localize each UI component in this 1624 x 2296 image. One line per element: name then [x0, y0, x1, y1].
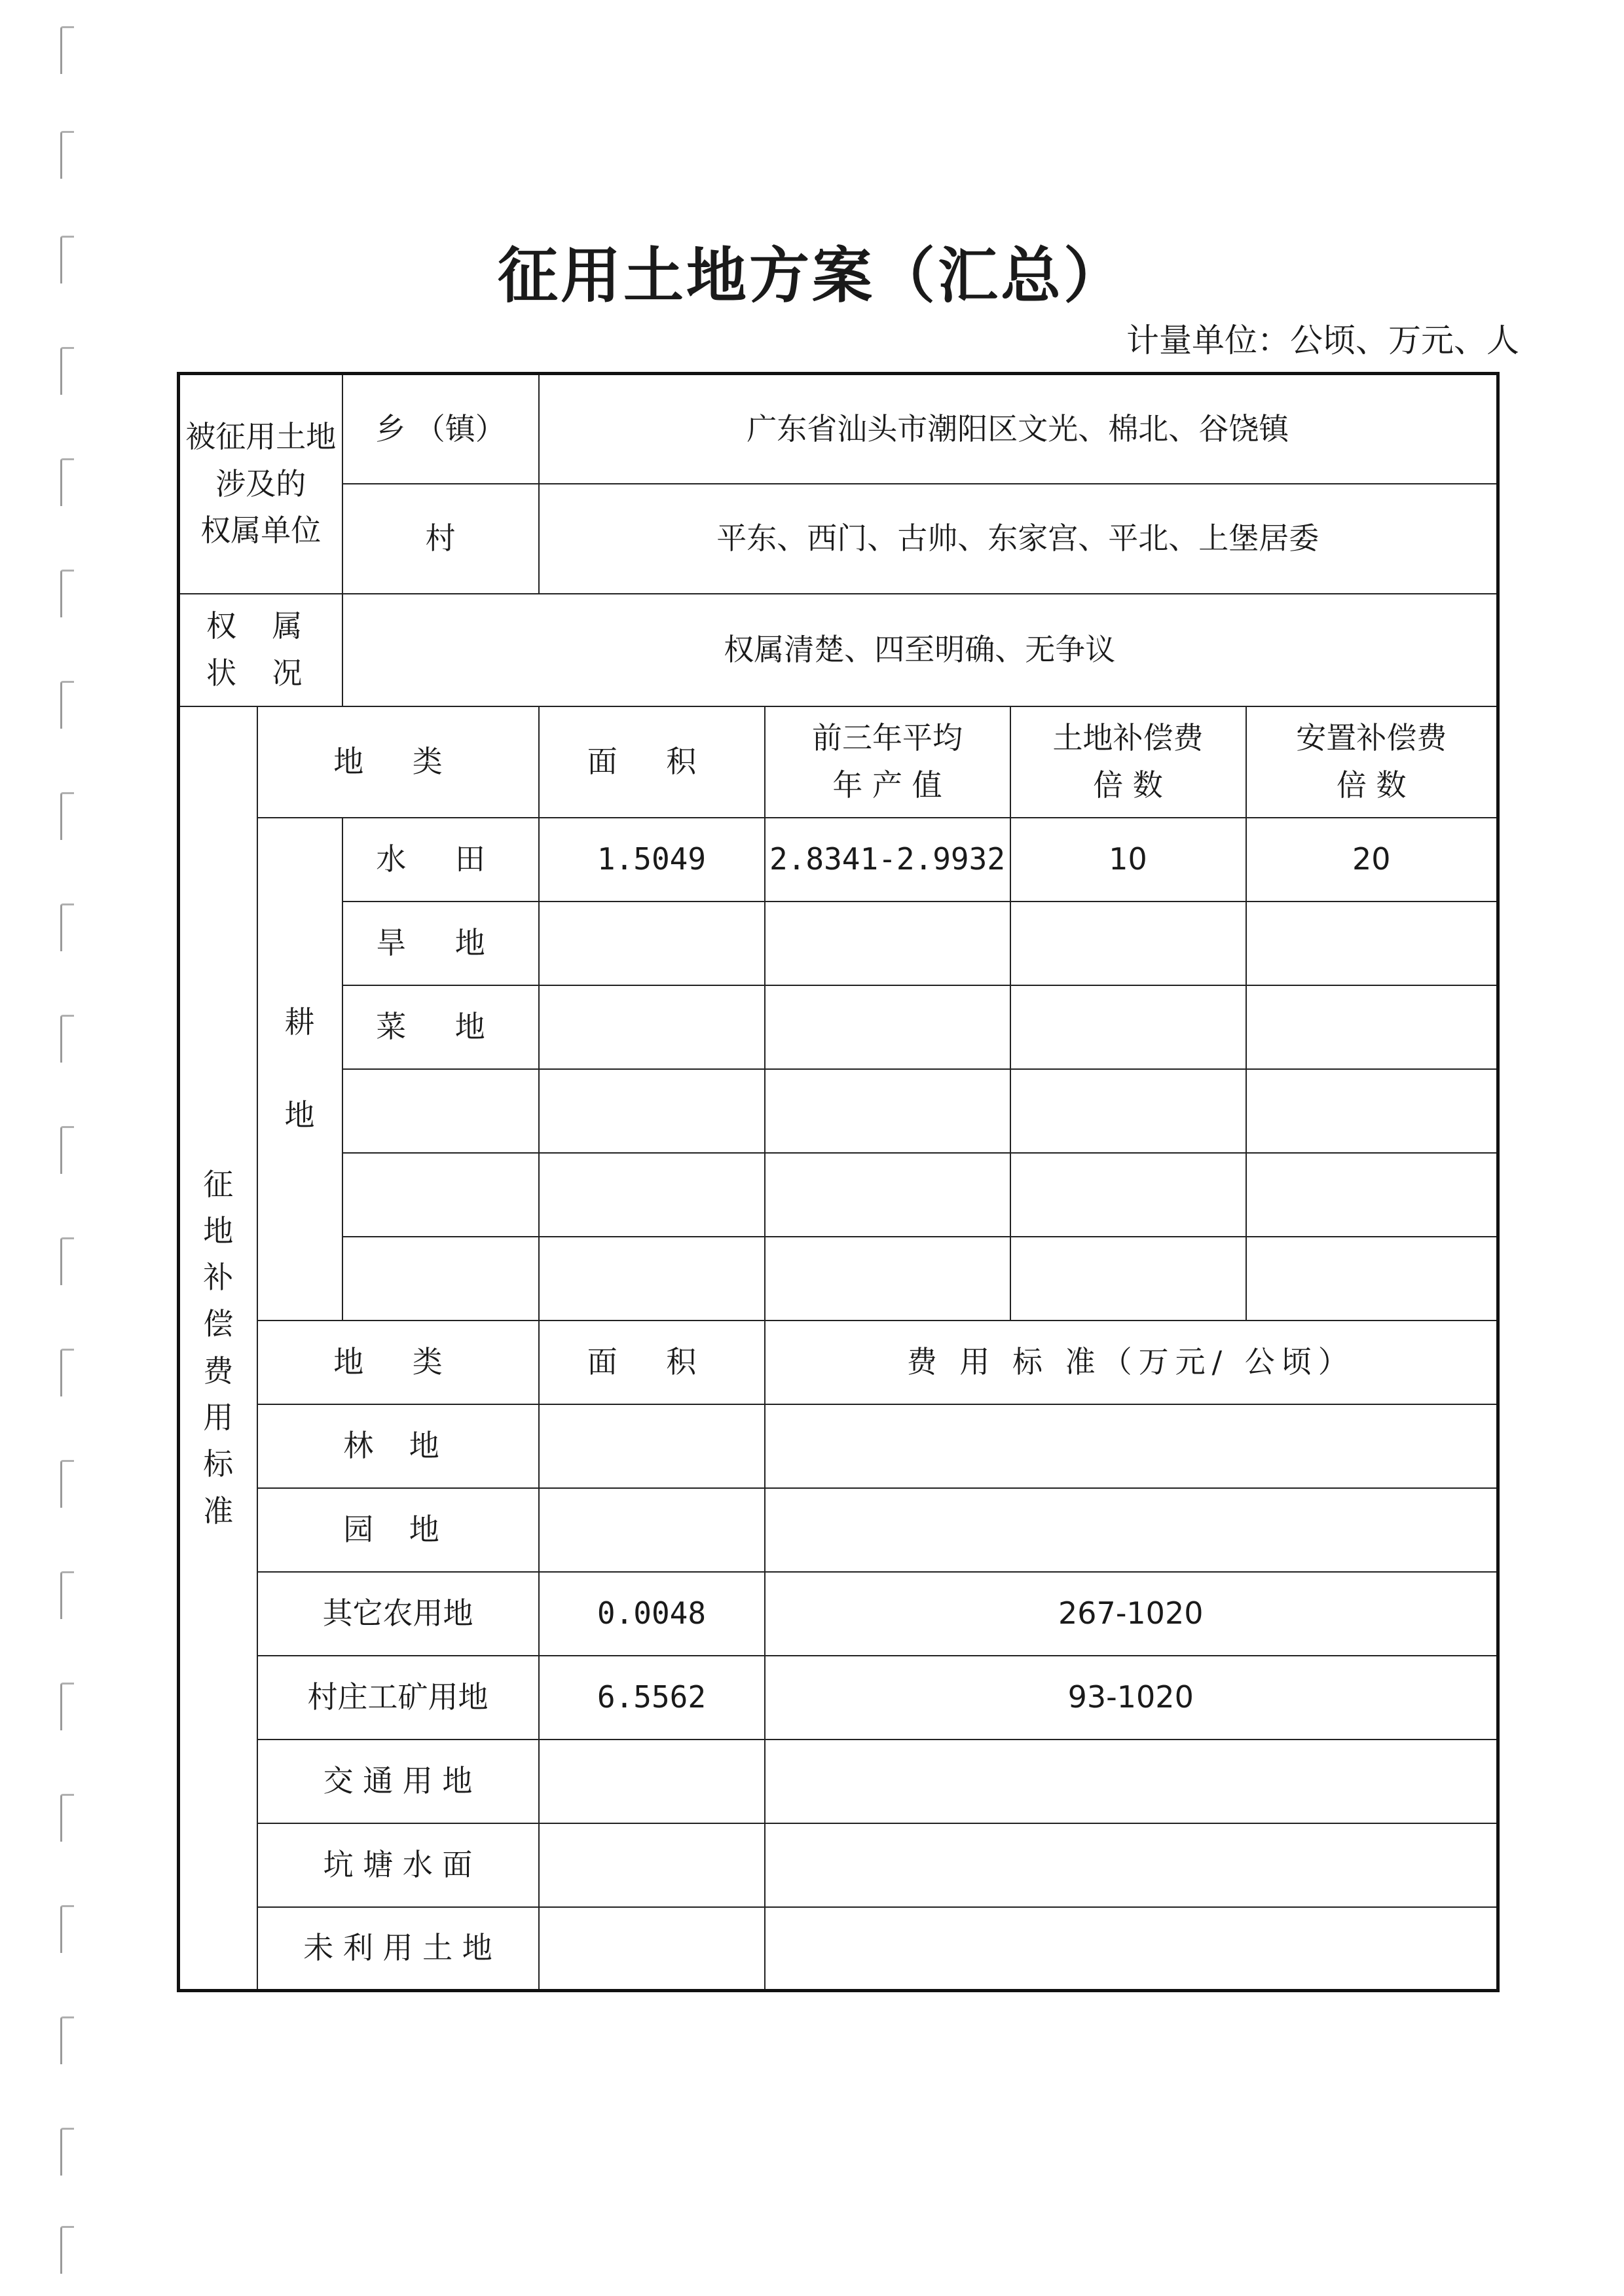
other-row-area	[539, 1823, 765, 1907]
cultivated-row-land-multiple	[1010, 1237, 1246, 1321]
cultivated-land-type-header: 地 类	[257, 706, 539, 818]
cultivated-row-type	[342, 1069, 539, 1153]
group-label-char: 地	[284, 1097, 315, 1133]
cultivated-row-avg-output	[765, 1237, 1010, 1321]
side-label-char: 征	[203, 1166, 234, 1202]
other-row-type: 园 地	[257, 1488, 539, 1572]
other-row-type: 未 利 用 土 地	[257, 1907, 539, 1991]
group-label-char: 耕	[284, 1004, 315, 1040]
cultivated-land-group-label	[257, 818, 342, 1321]
binding-mark	[60, 1683, 74, 1730]
cultivated-row-resettle-multiple: 20	[1246, 818, 1498, 902]
side-label-char: 标	[203, 1446, 234, 1482]
other-row-type: 交 通 用 地	[257, 1740, 539, 1823]
other-row-standard	[765, 1907, 1498, 1991]
other-row-standard	[765, 1488, 1498, 1572]
cultivated-row-avg-output	[765, 1069, 1010, 1153]
cultivated-row-type: 菜 地	[342, 985, 539, 1069]
cultivated-row-type	[342, 1237, 539, 1321]
cultivated-row-area	[539, 1069, 765, 1153]
binding-mark	[60, 2128, 74, 2176]
cultivated-row-type: 水 田	[342, 818, 539, 902]
other-row-type: 坑 塘 水 面	[257, 1823, 539, 1907]
avg-output-header-line: 前三年平均	[812, 720, 963, 756]
avg-output-header-line: 年 产 值	[832, 767, 942, 803]
cultivated-row-area	[539, 1237, 765, 1321]
cultivated-area-header: 面 积	[539, 706, 765, 818]
other-row-type: 其它农用地	[257, 1572, 539, 1656]
other-row-standard	[765, 1823, 1498, 1907]
side-label-char: 费	[203, 1353, 234, 1389]
binding-mark	[60, 458, 74, 506]
cultivated-row-resettle-multiple	[1246, 1237, 1498, 1321]
other-row-standard: 267-1020	[765, 1572, 1498, 1656]
other-row-area: 0.0048	[539, 1572, 765, 1656]
other-area-header: 面 积	[539, 1321, 765, 1404]
ownership-units-header-line: 被征用土地	[185, 419, 337, 455]
cultivated-row-land-multiple	[1010, 1153, 1246, 1237]
side-label-char: 地	[203, 1212, 234, 1248]
binding-mark	[60, 1126, 74, 1174]
cultivated-row-resettle-multiple	[1246, 1153, 1498, 1237]
cultivated-row-land-multiple: 10	[1010, 818, 1246, 902]
unit-note: 计量单位：公顷、万元、人	[1126, 321, 1519, 359]
cultivated-row-resettle-multiple	[1246, 985, 1498, 1069]
cultivated-row-avg-output	[765, 902, 1010, 985]
ownership-status-label-line: 权 属	[206, 608, 316, 644]
resettle-comp-header-line: 安置补偿费	[1296, 720, 1447, 756]
ownership-units-header	[179, 374, 342, 594]
binding-mark	[60, 131, 74, 179]
binding-mark	[60, 347, 74, 395]
other-row-area	[539, 1907, 765, 1991]
cultivated-row-area	[539, 985, 765, 1069]
binding-mark	[60, 903, 74, 951]
binding-mark	[60, 1905, 74, 1953]
cultivated-row-land-multiple	[1010, 902, 1246, 985]
document-title: 征用土地方案（汇总）	[497, 241, 1126, 311]
binding-mark	[60, 26, 74, 74]
cultivated-row-type: 旱 地	[342, 902, 539, 985]
cultivated-row-area	[539, 902, 765, 985]
binding-mark	[60, 2016, 74, 2064]
binding-mark	[60, 1460, 74, 1508]
ownership-units-header-line: 权属单位	[200, 512, 322, 548]
binding-mark	[60, 1237, 74, 1285]
binding-mark	[60, 792, 74, 840]
side-label-char: 用	[203, 1400, 234, 1436]
resettle-comp-multiple-header	[1246, 706, 1498, 818]
ownership-units-header-line: 涉及的	[215, 465, 306, 501]
cultivated-row-avg-output	[765, 1153, 1010, 1237]
binding-mark	[60, 681, 74, 729]
binding-mark	[60, 1015, 74, 1063]
cultivated-row-avg-output	[765, 985, 1010, 1069]
other-row-area: 6.5562	[539, 1656, 765, 1740]
other-row-standard	[765, 1404, 1498, 1488]
side-label-char: 补	[203, 1260, 234, 1296]
other-row-standard: 93-1020	[765, 1656, 1498, 1740]
side-label-char: 准	[203, 1493, 234, 1529]
avg-output-header	[765, 706, 1010, 818]
cultivated-row-land-multiple	[1010, 1069, 1246, 1153]
other-row-standard	[765, 1740, 1498, 1823]
compensation-standard-side-label	[179, 706, 257, 1991]
other-row-area	[539, 1488, 765, 1572]
land-comp-multiple-header	[1010, 706, 1246, 818]
cultivated-row-area	[539, 1153, 765, 1237]
resettle-comp-header-line: 倍 数	[1336, 767, 1407, 803]
binding-mark	[60, 1571, 74, 1619]
town-label: 乡 （镇）	[342, 374, 539, 484]
side-label-char: 偿	[203, 1306, 234, 1342]
land-acquisition-form	[177, 372, 1500, 1992]
cultivated-row-area: 1.5049	[539, 818, 765, 902]
ownership-status-label	[179, 594, 342, 706]
ownership-status-value: 权属清楚、四至明确、无争议	[342, 594, 1498, 706]
binding-mark	[60, 2226, 74, 2274]
village-label: 村	[342, 484, 539, 594]
land-comp-header-line: 倍 数	[1093, 767, 1163, 803]
other-land-type-header: 地 类	[257, 1321, 539, 1404]
land-comp-header-line: 土地补偿费	[1052, 720, 1204, 756]
group-label-spacer	[262, 1046, 338, 1092]
fee-standard-header: 费 用 标 准（万元/ 公顷）	[765, 1321, 1498, 1404]
other-row-area	[539, 1404, 765, 1488]
cultivated-row-avg-output: 2.8341-2.9932	[765, 818, 1010, 902]
cultivated-row-resettle-multiple	[1246, 1069, 1498, 1153]
binding-mark	[60, 570, 74, 617]
binding-mark	[60, 1349, 74, 1396]
cultivated-row-land-multiple	[1010, 985, 1246, 1069]
other-row-area	[539, 1740, 765, 1823]
other-row-type: 林 地	[257, 1404, 539, 1488]
town-value: 广东省汕头市潮阳区文光、棉北、谷饶镇	[539, 374, 1498, 484]
cultivated-row-type	[342, 1153, 539, 1237]
other-row-type: 村庄工矿用地	[257, 1656, 539, 1740]
cultivated-row-resettle-multiple	[1246, 902, 1498, 985]
village-value: 平东、西门、古帅、东家宫、平北、上堡居委	[539, 484, 1498, 594]
ownership-status-label-line: 状 况	[206, 655, 316, 691]
binding-mark	[60, 1794, 74, 1842]
